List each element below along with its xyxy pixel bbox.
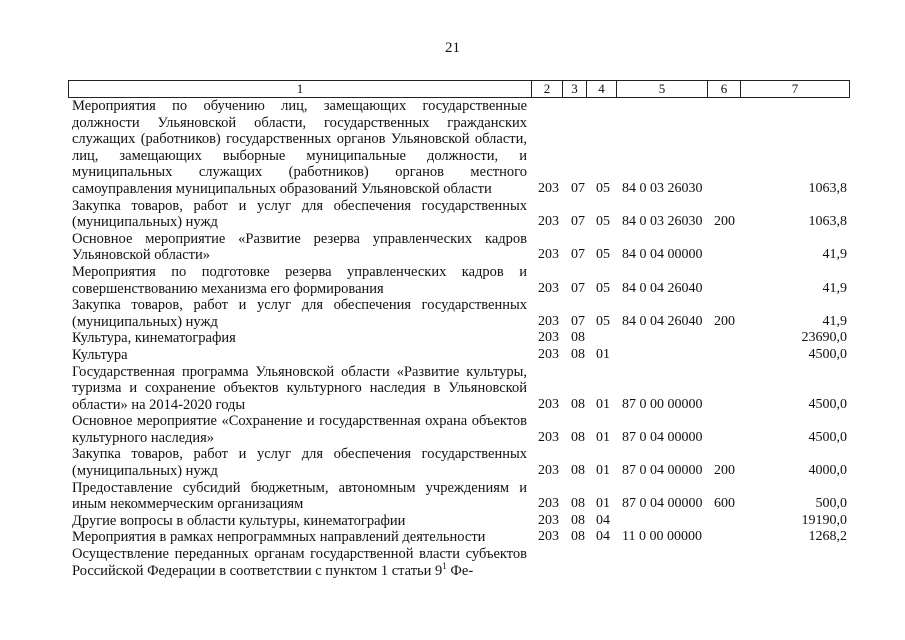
subsection-code: 04 (596, 512, 610, 528)
target-article-code: 87 0 04 00000 (622, 429, 703, 445)
admin-code: 203 (538, 496, 559, 512)
target-article-code: 84 0 03 26030 (622, 180, 703, 196)
section-code: 07 (571, 313, 585, 329)
target-article-code: 84 0 04 00000 (622, 247, 703, 263)
row-codes (0, 463, 905, 480)
admin-code: 203 (538, 396, 559, 412)
admin-code: 203 (538, 313, 559, 329)
section-code: 08 (571, 496, 585, 512)
row-description-text: Мероприятия по подготовке резерва управленческих кадров и совершенствованию механизма его формирования (72, 263, 527, 297)
row-description-text: Культура (72, 346, 128, 363)
amount-value: 4000,0 (808, 463, 847, 479)
table-body (0, 98, 905, 579)
header-col-6: 6 (708, 81, 741, 97)
subsection-code: 05 (596, 180, 610, 196)
table-row (0, 264, 905, 297)
table-row (0, 529, 905, 546)
row-codes (0, 281, 905, 298)
amount-value: 41,9 (822, 247, 847, 263)
amount-value: 41,9 (822, 313, 847, 329)
section-code: 08 (571, 396, 585, 412)
row-description-text: Осуществление переданных органам государственной власти субъектов Российской Федерации в соответствии с пунктом 1 статьи 9 (72, 546, 527, 579)
table-row (0, 198, 905, 231)
table-row (0, 297, 905, 330)
section-code: 07 (571, 214, 585, 230)
expense-type-code: 200 (714, 214, 735, 230)
admin-code: 203 (538, 180, 559, 196)
target-article-code: 87 0 04 00000 (622, 463, 703, 479)
section-code: 08 (571, 346, 585, 362)
row-codes (0, 347, 905, 364)
admin-code: 203 (538, 512, 559, 528)
row-description-tail: Фе- (446, 562, 474, 579)
row-codes (0, 430, 905, 447)
row-description-text: Основное мероприятие «Развитие резерва управленческих кадров Ульяновской области» (72, 230, 527, 264)
admin-code: 203 (538, 429, 559, 445)
target-article-code: 84 0 04 26040 (622, 280, 703, 296)
page-number: 21 (445, 40, 460, 56)
admin-code: 203 (538, 330, 559, 346)
header-col-5: 5 (617, 81, 708, 97)
admin-code: 203 (538, 346, 559, 362)
table-row (0, 231, 905, 264)
row-description-text: Основное мероприятие «Сохранение и государственная охрана объектов культурного наследия» (72, 413, 527, 446)
section-code: 08 (571, 529, 585, 545)
row-description-text: Предоставление субсидий бюджетным, автономным учреждениям и иным некоммерческим организациям (72, 479, 527, 513)
amount-value: 4500,0 (808, 346, 847, 362)
row-codes (0, 496, 905, 513)
table-row (0, 98, 905, 198)
subsection-code: 05 (596, 247, 610, 263)
target-article-code: 87 0 04 00000 (622, 496, 703, 512)
subsection-code: 05 (596, 313, 610, 329)
table-row (0, 364, 905, 414)
section-code: 08 (571, 512, 585, 528)
table-row (0, 480, 905, 513)
table-row (0, 513, 905, 530)
row-codes (0, 181, 905, 198)
row-codes (0, 513, 905, 530)
row-description-text: Мероприятия в рамках непрограммных направлений деятельности (72, 529, 486, 546)
table-row (0, 413, 905, 446)
row-description-text: Культура, кинематография (72, 330, 236, 347)
table-row (0, 546, 905, 579)
expense-type-code: 600 (714, 496, 735, 512)
table-row (0, 446, 905, 479)
row-description-text: Закупка товаров, работ и услуг для обеспечения государственных (муниципальных) нужд (72, 197, 527, 231)
amount-value: 23690,0 (801, 330, 847, 346)
row-codes (0, 529, 905, 546)
table-header (68, 80, 850, 98)
section-code: 07 (571, 280, 585, 296)
row-codes (0, 214, 905, 231)
row-description-text: Другие вопросы в области культуры, кинематографии (72, 512, 406, 529)
target-article-code: 84 0 04 26040 (622, 313, 703, 329)
header-col-4: 4 (587, 81, 617, 97)
amount-value: 1063,8 (808, 180, 847, 196)
table-row (0, 330, 905, 347)
row-description-text: Закупка товаров, работ и услуг для обеспечения государственных (муниципальных) нужд (72, 297, 527, 330)
subsection-code: 01 (596, 346, 610, 362)
row-codes (0, 330, 905, 347)
header-col-3: 3 (563, 81, 587, 97)
subsection-code: 04 (596, 529, 610, 545)
target-article-code: 84 0 03 26030 (622, 214, 703, 230)
row-description-text: Государственная программа Ульяновской области «Развитие культуры, туризма и сохранение объектов культурного наследия в Ульяновской области» на 2014-2020 годы (72, 363, 527, 413)
subsection-code: 01 (596, 463, 610, 479)
header-col-2: 2 (532, 81, 563, 97)
amount-value: 19190,0 (801, 512, 847, 528)
expense-type-code: 200 (714, 313, 735, 329)
row-description-text: Мероприятия по обучению лиц, замещающих государственные должности Ульяновской области, государственных гражданских служащих (работников) государственных органов Ульяновской области, лиц, замещающих выборные муниципальные должности, и муниципальных служащих (работников) органов местного самоуправления муниципальных образований Ульяновской области (72, 98, 527, 197)
header-col-1: 1 (69, 81, 532, 97)
subsection-code: 05 (596, 214, 610, 230)
amount-value: 4500,0 (808, 396, 847, 412)
expense-type-code: 200 (714, 463, 735, 479)
admin-code: 203 (538, 529, 559, 545)
target-article-code: 11 0 00 00000 (622, 529, 702, 545)
header-col-7: 7 (791, 81, 799, 96)
admin-code: 203 (538, 463, 559, 479)
row-codes (0, 397, 905, 414)
table-row (0, 347, 905, 364)
amount-value: 1063,8 (808, 214, 847, 230)
amount-value: 1268,2 (808, 529, 847, 545)
section-code: 08 (571, 429, 585, 445)
admin-code: 203 (538, 247, 559, 263)
row-codes (0, 314, 905, 331)
row-description-text: Закупка товаров, работ и услуг для обеспечения государственных (муниципальных) нужд (72, 446, 527, 480)
subsection-code: 05 (596, 280, 610, 296)
amount-value: 500,0 (815, 496, 847, 512)
section-code: 08 (571, 330, 585, 346)
admin-code: 203 (538, 280, 559, 296)
subsection-code: 01 (596, 496, 610, 512)
section-code: 07 (571, 180, 585, 196)
amount-value: 41,9 (822, 280, 847, 296)
row-codes (0, 247, 905, 264)
section-code: 08 (571, 463, 585, 479)
subsection-code: 01 (596, 429, 610, 445)
admin-code: 203 (538, 214, 559, 230)
amount-value: 4500,0 (808, 429, 847, 445)
target-article-code: 87 0 00 00000 (622, 396, 703, 412)
subsection-code: 01 (596, 396, 610, 412)
footnote-superscript: 1 (442, 560, 447, 571)
section-code: 07 (571, 247, 585, 263)
